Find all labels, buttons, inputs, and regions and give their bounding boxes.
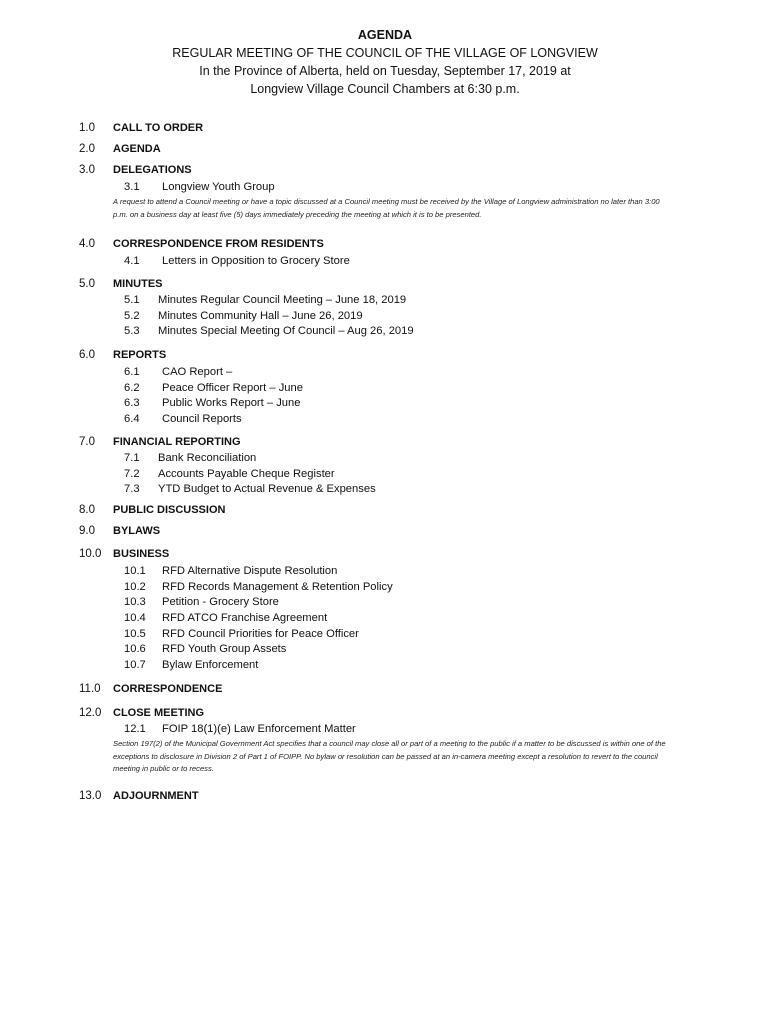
section-title: CLOSE MEETING [113,707,205,719]
section-title: ADJOURNMENT [113,790,199,802]
agenda-item [124,580,684,596]
item-text: Longview Youth Group [162,181,275,193]
agenda-item [124,324,684,340]
item-number: 10.3 [124,596,146,609]
agenda-item [124,309,684,325]
section-number: 9.0 [79,525,95,537]
item-number: 10.1 [124,565,146,577]
item-number: 5.2 [124,309,140,322]
item-number: 5.1 [124,294,140,306]
section-number: 6.0 [79,349,95,361]
section-note: A request to attend a Council meeting or have a topic discussed at a Council meeting must be received by the Village of Longview administration no later than 3:00 p.m. on a business day at least five (5) days immediately preceding the meeting at which it is to be presented. [113,197,660,219]
section-title: FINANCIAL REPORTING [113,436,241,448]
item-text: Minutes Regular Council Meeting – June 18, 2019 [158,294,407,306]
section-items [124,180,684,196]
item-text: FOIP 18(1)(e) Law Enforcement Matter [162,723,356,735]
item-number: 10.7 [124,659,146,672]
section-title: MINUTES [113,278,163,290]
item-number: 10.6 [124,643,146,656]
section-number: 10.0 [79,548,102,560]
item-number: 6.2 [124,381,140,394]
item-text: Bylaw Enforcement [162,659,259,672]
section-number: 13.0 [79,790,102,802]
section-title: CALL TO ORDER [113,122,204,134]
agenda-item [124,482,684,498]
item-number: 6.4 [124,413,140,426]
meeting-date-line: In the Province of Alberta, held on Tuesday, September 17, 2019 at [199,64,571,78]
section-number: 4.0 [79,238,95,250]
agenda-title: AGENDA [357,28,413,42]
section-number: 11.0 [79,683,101,695]
agenda-item [124,396,684,412]
agenda-item [124,412,684,428]
section-title: CORRESPONDENCE [113,683,223,695]
item-number: 5.3 [124,325,140,338]
agenda-item [124,611,684,627]
meeting-name: REGULAR MEETING OF THE COUNCIL OF THE VILLAGE OF LONGVIEW [172,46,598,60]
section-items [124,254,684,270]
item-number: 4.1 [124,255,140,267]
item-text: Peace Officer Report – June [162,381,303,394]
item-text: YTD Budget to Actual Revenue & Expenses [158,483,376,496]
item-text: Bank Reconciliation [158,452,257,464]
item-number: 7.3 [124,483,140,496]
agenda-item [124,467,684,483]
item-text: Petition - Grocery Store [162,596,279,609]
item-number: 7.1 [124,452,140,464]
section-title: CORRESPONDENCE FROM RESIDENTS [113,238,324,250]
item-text: RFD Youth Group Assets [162,643,287,656]
item-text: RFD Alternative Dispute Resolution [162,565,338,577]
item-number: 7.2 [124,467,140,480]
agenda-item [124,722,684,738]
agenda-item [124,293,684,309]
item-text: Council Reports [162,413,242,426]
document-header [0,26,770,98]
item-text: RFD ATCO Franchise Agreement [162,612,328,625]
agenda-item [124,381,684,397]
agenda-item [124,365,684,381]
section-items [124,722,684,738]
section-number: 3.0 [79,164,95,176]
item-text: Minutes Community Hall – June 26, 2019 [158,309,363,322]
item-text: Public Works Report – June [162,397,301,410]
section-title: AGENDA [113,143,161,155]
section-number: 1.0 [79,122,95,134]
section-number: 5.0 [79,278,95,290]
section-title: REPORTS [113,349,167,361]
agenda-item [124,451,684,467]
meeting-location-line: Longview Village Council Chambers at 6:30 p.m. [250,82,520,96]
agenda-item [124,254,684,270]
item-number: 10.4 [124,612,146,625]
agenda-item [124,180,684,196]
agenda-item [124,564,684,580]
section-title: BUSINESS [113,548,170,560]
item-text: RFD Records Management & Retention Policy [162,580,393,593]
section-number: 12.0 [79,707,102,719]
agenda-item [124,627,684,643]
item-text: RFD Council Priorities for Peace Officer [162,627,359,640]
item-text: Letters in Opposition to Grocery Store [162,255,350,267]
item-text: CAO Report – [162,366,233,378]
section-number: 7.0 [79,436,95,448]
section-items [124,365,684,428]
item-number: 12.1 [124,723,146,735]
section-number: 2.0 [79,143,95,155]
section-title: BYLAWS [113,525,161,537]
agenda-item [124,595,684,611]
item-number: 3.1 [124,181,140,193]
section-number: 8.0 [79,504,95,516]
item-text: Accounts Payable Cheque Register [158,467,335,480]
section-items [124,564,684,674]
section-title: PUBLIC DISCUSSION [113,504,226,516]
agenda-item [124,658,684,674]
item-number: 6.1 [124,366,140,378]
section-title: DELEGATIONS [113,164,192,176]
item-number: 6.3 [124,397,140,410]
item-number: 10.5 [124,627,146,640]
agenda-item [124,642,684,658]
item-text: Minutes Special Meeting Of Council – Aug 26, 2019 [158,325,414,338]
section-items [124,293,684,340]
section-items [124,451,684,498]
item-number: 10.2 [124,580,146,593]
section-note: Section 197(2) of the Municipal Government Act specifies that a council may close all or part of a meeting to the public if a matter to be discussed is within one of the exceptions to disclosure in Division 2 of Part 1 of FOIPP. No bylaw or resolution can be passed at an in-camera meeting except a resolution to revert to the council meeting in public or to recess. [113,739,666,773]
